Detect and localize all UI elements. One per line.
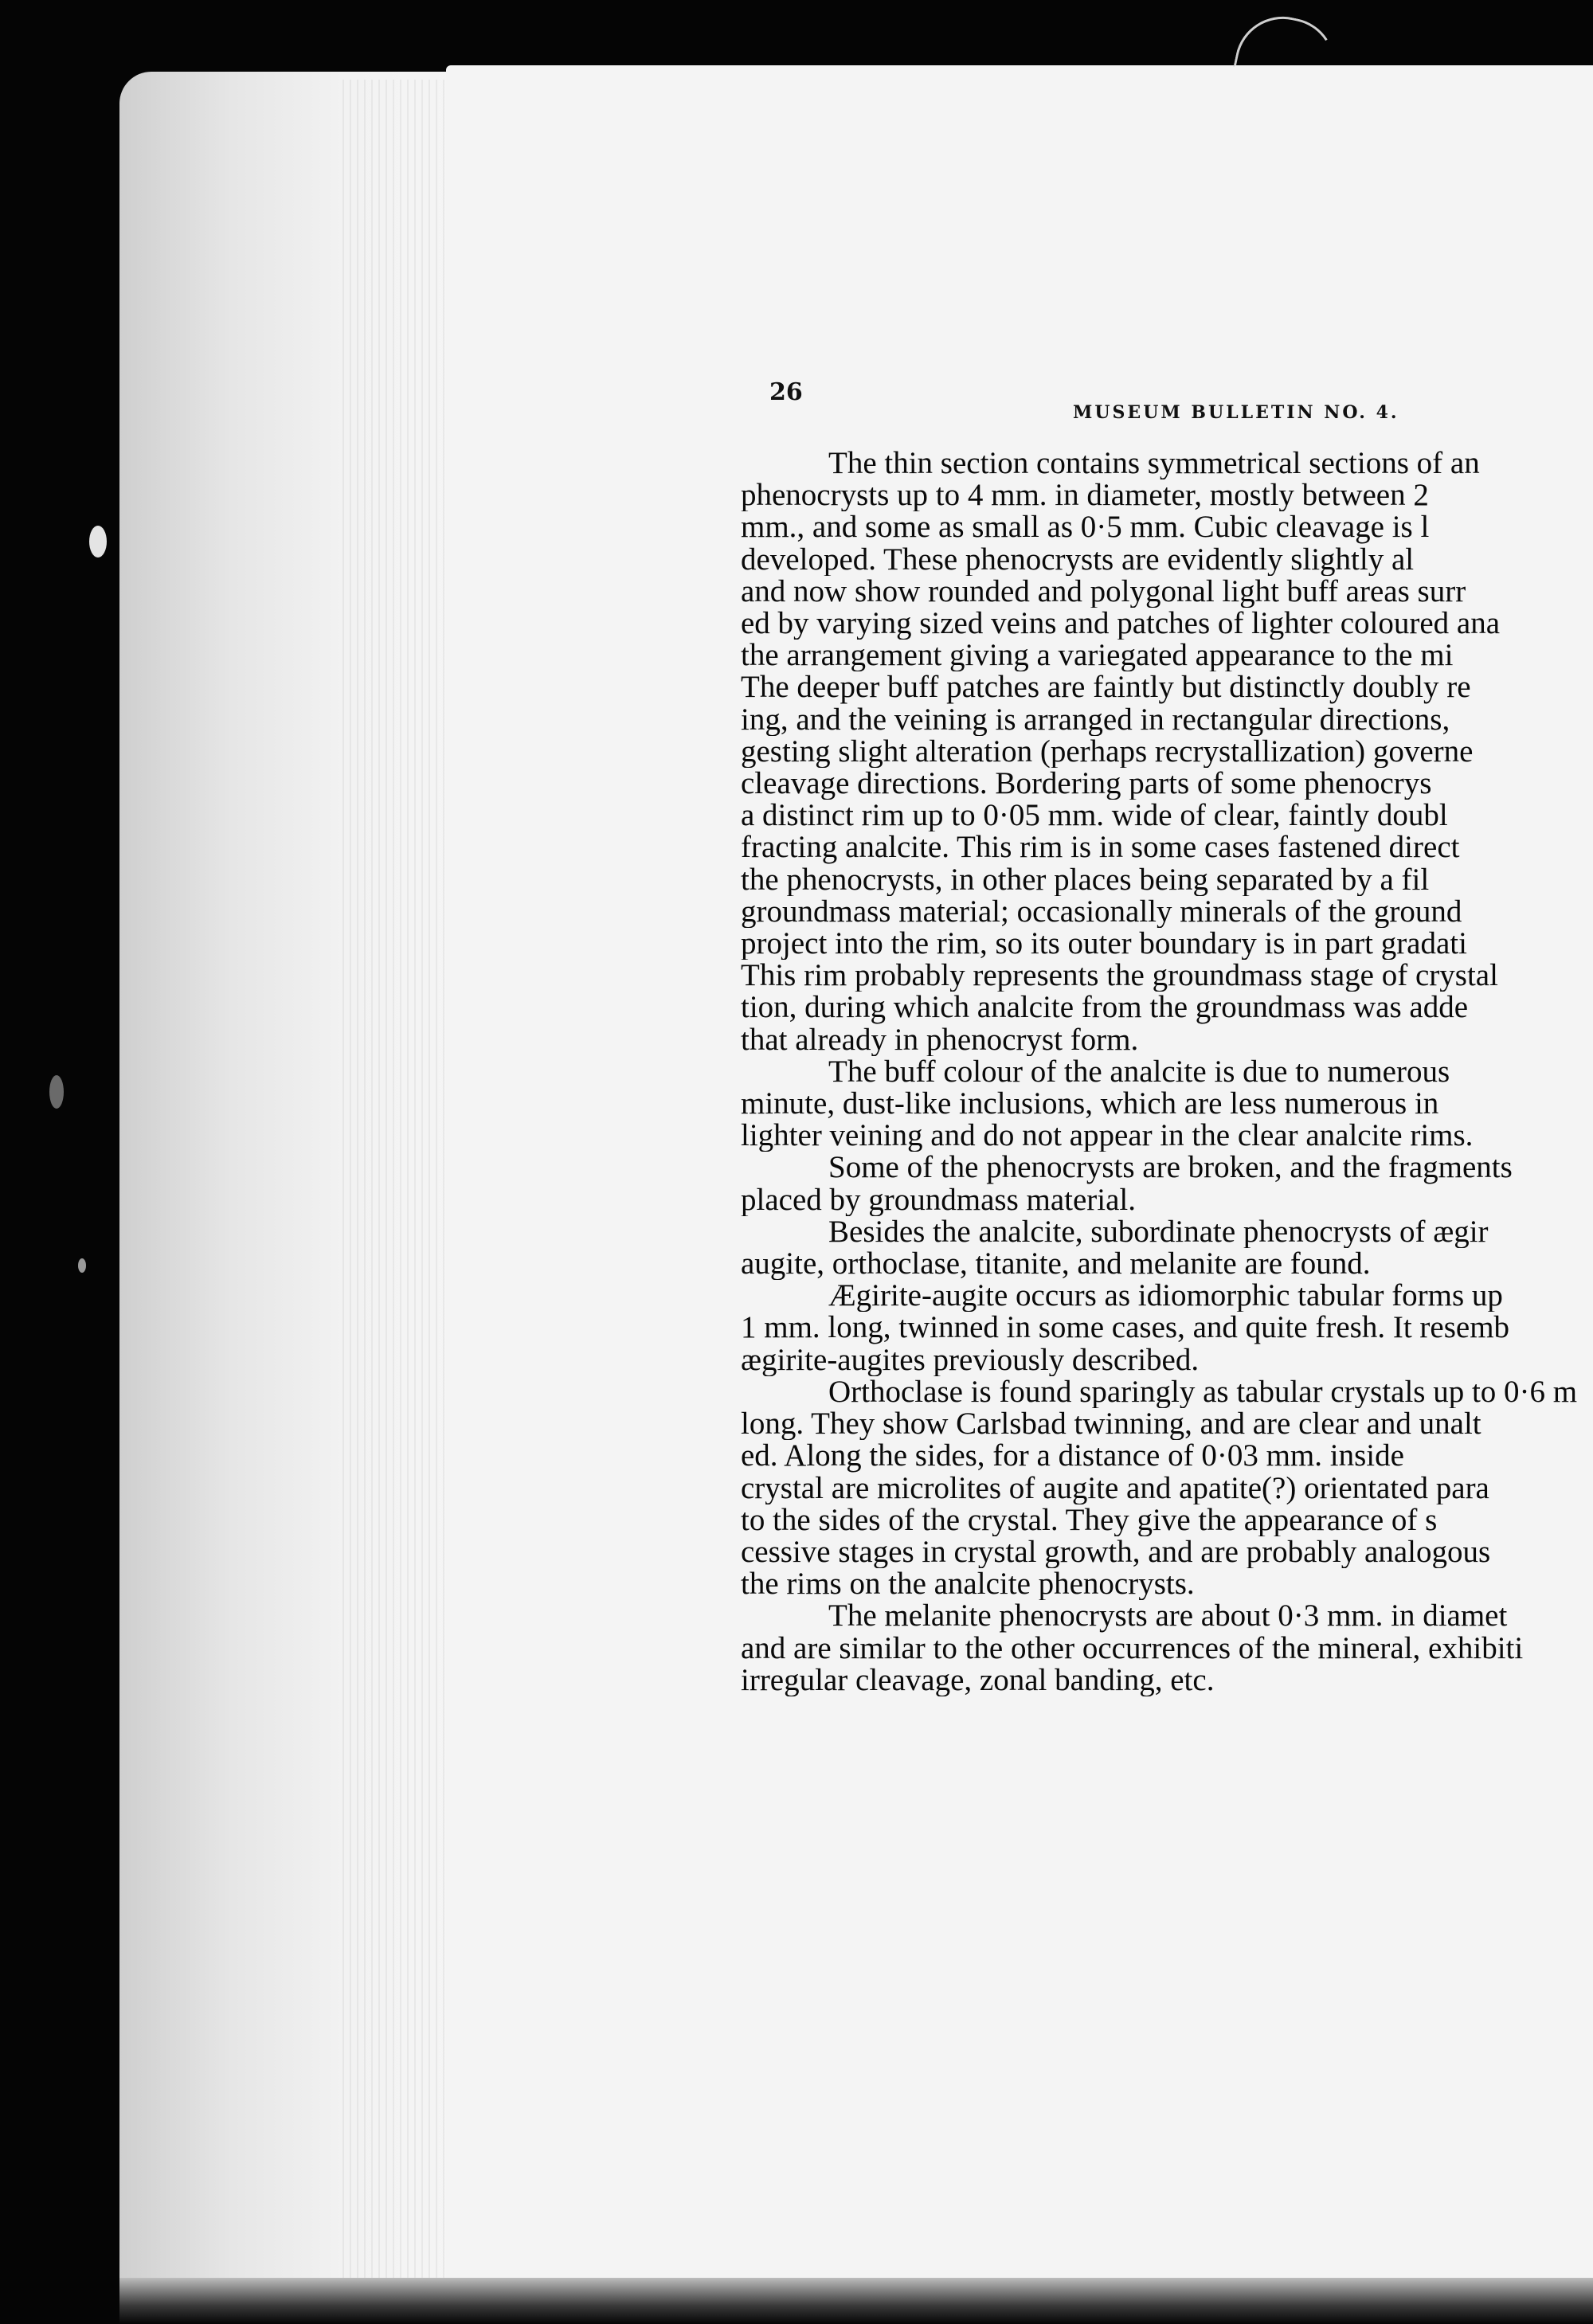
paragraph [741, 1280, 1593, 1376]
text-line: ægirite-augites previously described. [741, 1344, 1200, 1376]
paragraph [741, 1056, 1593, 1152]
edge-speck [89, 526, 107, 558]
text-line: developed. These phenocrysts are evidently slightly al [741, 543, 1415, 576]
text-line: project into the rim, so its outer boundary is in part gradati [741, 928, 1467, 961]
text-line: minute, dust-like inclusions, which are less numerous in [741, 1088, 1439, 1121]
edge-speck [49, 1075, 64, 1109]
text-line: 1 mm. long, twinned in some cases, and quite fresh. It resemb [741, 1312, 1510, 1344]
text-line: placed by groundmass material. [741, 1184, 1137, 1216]
paragraph [741, 448, 1593, 1056]
text-line: The thin section contains symmetrical sections of an [828, 448, 1480, 480]
text-column [741, 0, 1593, 2324]
text-line: Besides the analcite, subordinate phenocrysts of ægir [828, 1215, 1489, 1249]
body-text [741, 448, 1593, 1696]
text-line: ed by varying sized veins and patches of lighter coloured ana [741, 608, 1501, 640]
text-line: and are similar to the other occurrences of the mineral, exhibiti [741, 1632, 1524, 1665]
text-line: a distinct rim up to 0·05 mm. wide of clear, faintly doubl [741, 800, 1448, 832]
text-line: phenocrysts up to 4 mm. in diameter, mostly between 2 [741, 479, 1429, 512]
text-line: cessive stages in crystal growth, and are probably analogous [741, 1536, 1491, 1569]
text-line: fracting analcite. This rim is in some cases fastened direct [741, 831, 1460, 864]
text-line: The deeper buff patches are faintly but distinctly doubly re [741, 671, 1471, 704]
text-line: the arrangement giving a variegated appearance to the mi [741, 640, 1454, 672]
text-line: to the sides of the crystal. They give the appearance of s [741, 1504, 1438, 1536]
text-line: Ægirite-augite occurs as idiomorphic tabular forms up [828, 1280, 1503, 1313]
text-line: that already in phenocryst form. [741, 1023, 1139, 1056]
paragraph [741, 1376, 1593, 1600]
text-line: The melanite phenocrysts are about 0·3 mm. in diamet [828, 1600, 1508, 1633]
text-line: long. They show Carlsbad twinning, and are clear and unalt [741, 1408, 1481, 1441]
text-line: ed. Along the sides, for a distance of 0·03 mm. inside [741, 1440, 1404, 1473]
text-line: Orthoclase is found sparingly as tabular crystals up to 0·6 m [828, 1375, 1578, 1409]
text-line: Some of the phenocrysts are broken, and the fragments [828, 1152, 1513, 1184]
page-number: 26 [769, 378, 803, 406]
paragraph [741, 1600, 1593, 1696]
text-line: the phenocrysts, in other places being separated by a fil [741, 863, 1430, 896]
text-line: groundmass material; occasionally minerals of the ground [741, 895, 1462, 929]
text-line: the rims on the analcite phenocrysts. [741, 1568, 1195, 1601]
text-line: tion, during which analcite from the groundmass was adde [741, 992, 1469, 1024]
text-line: ing, and the veining is arranged in rectangular directions, [741, 703, 1450, 736]
paragraph [741, 1152, 1593, 1215]
text-line: The buff colour of the analcite is due to numerous [828, 1055, 1450, 1089]
text-line: augite, orthoclase, titanite, and melanite are found. [741, 1248, 1371, 1281]
text-line: This rim probably represents the groundmass stage of crystal [741, 960, 1498, 992]
text-line: and now show rounded and polygonal light buff areas surr [741, 575, 1466, 608]
edge-speck [78, 1258, 86, 1273]
paragraph [741, 1216, 1593, 1280]
text-line: irregular cleavage, zonal banding, etc. [741, 1664, 1215, 1696]
text-line: gesting slight alteration (perhaps recrystallization) governe [741, 735, 1474, 769]
text-line: crystal are microlites of augite and apatite(?) orientated para [741, 1472, 1489, 1504]
text-line: lighter veining and do not appear in the clear analcite rims. [741, 1120, 1474, 1152]
running-head: MUSEUM BULLETIN NO. 4. [1073, 402, 1399, 423]
text-line: mm., and some as small as 0·5 mm. Cubic cleavage is l [741, 511, 1430, 544]
text-line: cleavage directions. Bordering parts of some phenocrys [741, 768, 1432, 800]
